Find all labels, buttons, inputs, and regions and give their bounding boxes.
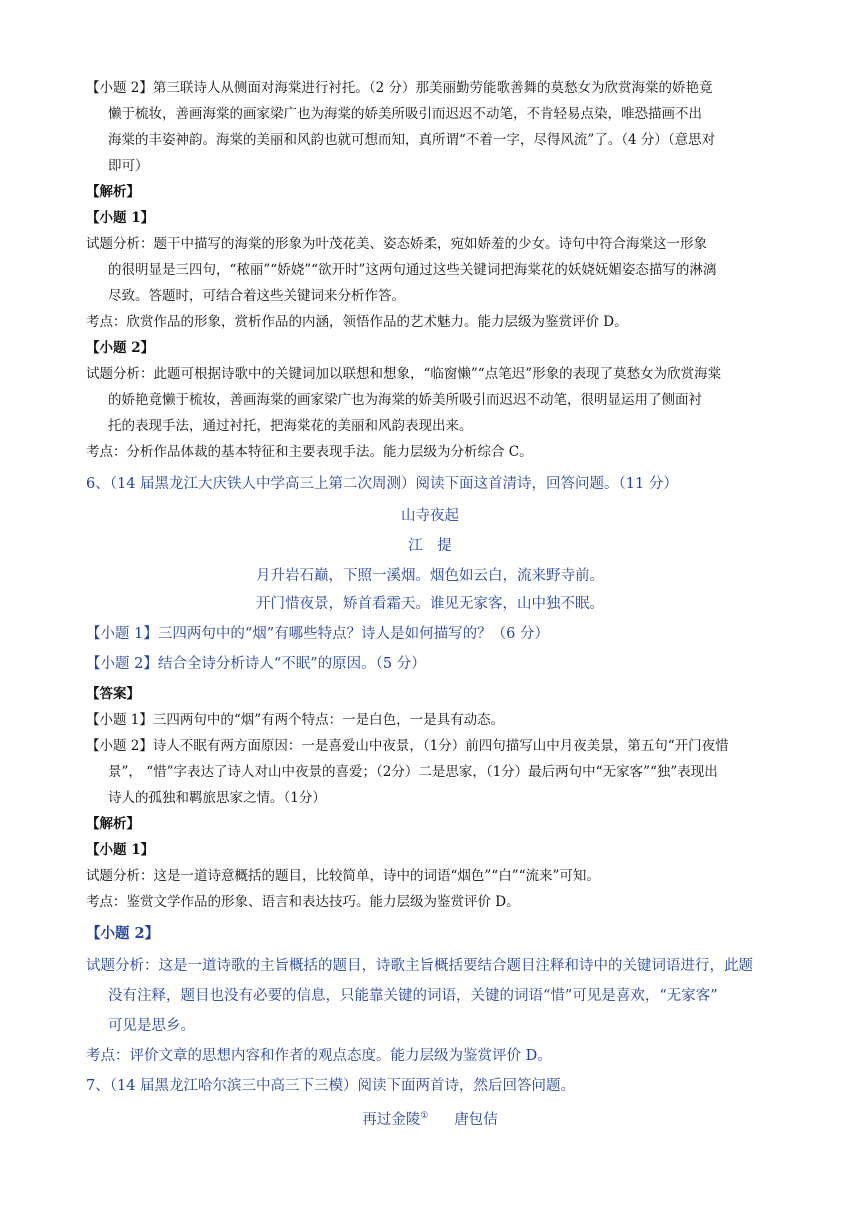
analysis-heading: 【解析】 bbox=[86, 184, 140, 200]
poem-author: 江 提 bbox=[408, 538, 452, 554]
examination-point-6-1: 考点：鉴赏文学作品的形象、语言和表达技巧。能力层级为鉴赏评价 D。 bbox=[86, 894, 520, 910]
answer-6-1: 【小题 1】三四两句中的“烟”有两个特点：一是白色，一是具有动态。 bbox=[86, 712, 505, 728]
poem-line-2: 开门惜夜景，矫首看霜天。谁见无家客，山中独不眠。 bbox=[256, 596, 604, 612]
answer-heading: 【答案】 bbox=[86, 686, 140, 702]
poem-line-1: 月升岩石巅，下照一溪烟。烟色如云白，流来野寺前。 bbox=[256, 568, 604, 584]
examination-point-q2: 考点：分析作品体裁的基本特征和主要表现手法。能力层级为分析综合 C。 bbox=[86, 444, 533, 460]
answer-6-2-line1: 【小题 2】诗人不眠有两方面原因：一是喜爱山中夜景，（1分）前四句描写山中月夜美景，第五句“开门夜惜 bbox=[86, 738, 729, 754]
subquestion-1-heading-6: 【小题 1】 bbox=[86, 842, 155, 858]
poem-7-title: 再过金陵 bbox=[362, 1111, 421, 1128]
examination-point-6-2: 考点：评价文章的思想内容和作者的观点态度。能力层级为鉴赏评价 D。 bbox=[86, 1048, 552, 1064]
answer-q2-line3: 海棠的丰姿神韵。海棠的美丽和风韵也就可想而知，真所谓“不着一字，尽得风流”了。（4 分）（意思对 bbox=[108, 132, 716, 148]
question-6-subquestion-1: 【小题 1】三四两句中的“烟”有哪些特点？诗人是如何描写的？（6 分） bbox=[86, 626, 549, 642]
analysis-q1-line2: 的很明显是三四句，“秾丽”“娇娆”“欲开时”这两句通过这些关键词把海棠花的妖娆妩媚姿态描写的淋漓 bbox=[108, 262, 717, 278]
analysis-6-2-line2: 没有注释，题目也没有必要的信息，只能靠关键的词语，关键的词语“惜”可见是喜欢，“无家客” bbox=[108, 988, 718, 1004]
question-7-prompt: 7、（14 届黑龙江哈尔滨三中高三下三模）阅读下面两首诗，然后回答问题。 bbox=[86, 1078, 576, 1094]
analysis-6-2-line3: 可见是思乡。 bbox=[108, 1018, 195, 1034]
analysis-q1-line1: 试题分析：题干中描写的海棠的形象为叶茂花美、姿态娇柔，宛如娇羞的少女。诗句中符合海棠这一形象 bbox=[86, 236, 707, 252]
subquestion-1-heading: 【小题 1】 bbox=[86, 210, 155, 226]
footnote-marker: ① bbox=[420, 1111, 429, 1121]
poem-7-author: 唐包佶 bbox=[454, 1111, 498, 1128]
poem-title: 山寺夜起 bbox=[401, 508, 459, 524]
analysis-heading-6: 【解析】 bbox=[86, 816, 140, 832]
analysis-q2-line1: 试题分析：此题可根据诗歌中的关键词加以联想和想象，“临窗懒”“点笔迟”形象的表现了莫愁女为欣赏海棠 bbox=[86, 366, 722, 382]
answer-q2-line4: 即可） bbox=[108, 158, 149, 174]
poem-7-title-line bbox=[0, 1106, 860, 1130]
subquestion-2-heading-6: 【小题 2】 bbox=[86, 925, 160, 942]
question-6-subquestion-2: 【小题 2】结合全诗分析诗人“不眠”的原因。（5 分） bbox=[86, 656, 426, 672]
answer-6-2-line2: 景”， “惜”字表达了诗人对山中夜景的喜爱；（2分）二是思家，（1分）最后两句中“无家客”“独”表现出 bbox=[108, 764, 718, 780]
answer-q2-line1: 【小题 2】第三联诗人从侧面对海棠进行衬托。（2 分）那美丽勤劳能歌善舞的莫愁女为欣赏海棠的娇艳竟 bbox=[86, 80, 713, 96]
answer-6-2-line3: 诗人的孤独和羁旅思家之情。（1分） bbox=[108, 790, 326, 806]
question-6-prompt: 6、（14 届黑龙江大庆铁人中学高三上第二次周测）阅读下面这首清诗，回答问题。（11 分） bbox=[86, 476, 678, 492]
analysis-6-1: 试题分析：这是一道诗意概括的题目，比较简单，诗中的词语“烟色”“白”“流来”可知。 bbox=[86, 868, 600, 884]
analysis-q2-line3: 托的表现手法，通过衬托，把海棠花的美丽和风韵表现出来。 bbox=[108, 418, 473, 434]
analysis-q1-line3: 尽致。答题时，可结合着这些关键词来分析作答。 bbox=[108, 288, 405, 304]
subquestion-2-heading: 【小题 2】 bbox=[86, 340, 155, 356]
examination-point-q1: 考点：欣赏作品的形象，赏析作品的内涵，领悟作品的艺术魅力。能力层级为鉴赏评价 D。 bbox=[86, 314, 628, 330]
answer-q2-line2: 懒于梳妆，善画海棠的画家梁广也为海棠的娇美所吸引而迟迟不动笔，不肯轻易点染，唯恐描画不出 bbox=[108, 106, 702, 122]
analysis-q2-line2: 的娇艳竟懒于梳妆，善画海棠的画家梁广也为海棠的娇美所吸引而迟迟不动笔，很明显运用了侧面衬 bbox=[108, 392, 702, 408]
analysis-6-2-line1: 试题分析：这是一道诗歌的主旨概括的题目，诗歌主旨概括要结合题目注释和诗中的关键词语进行，此题 bbox=[86, 958, 753, 974]
